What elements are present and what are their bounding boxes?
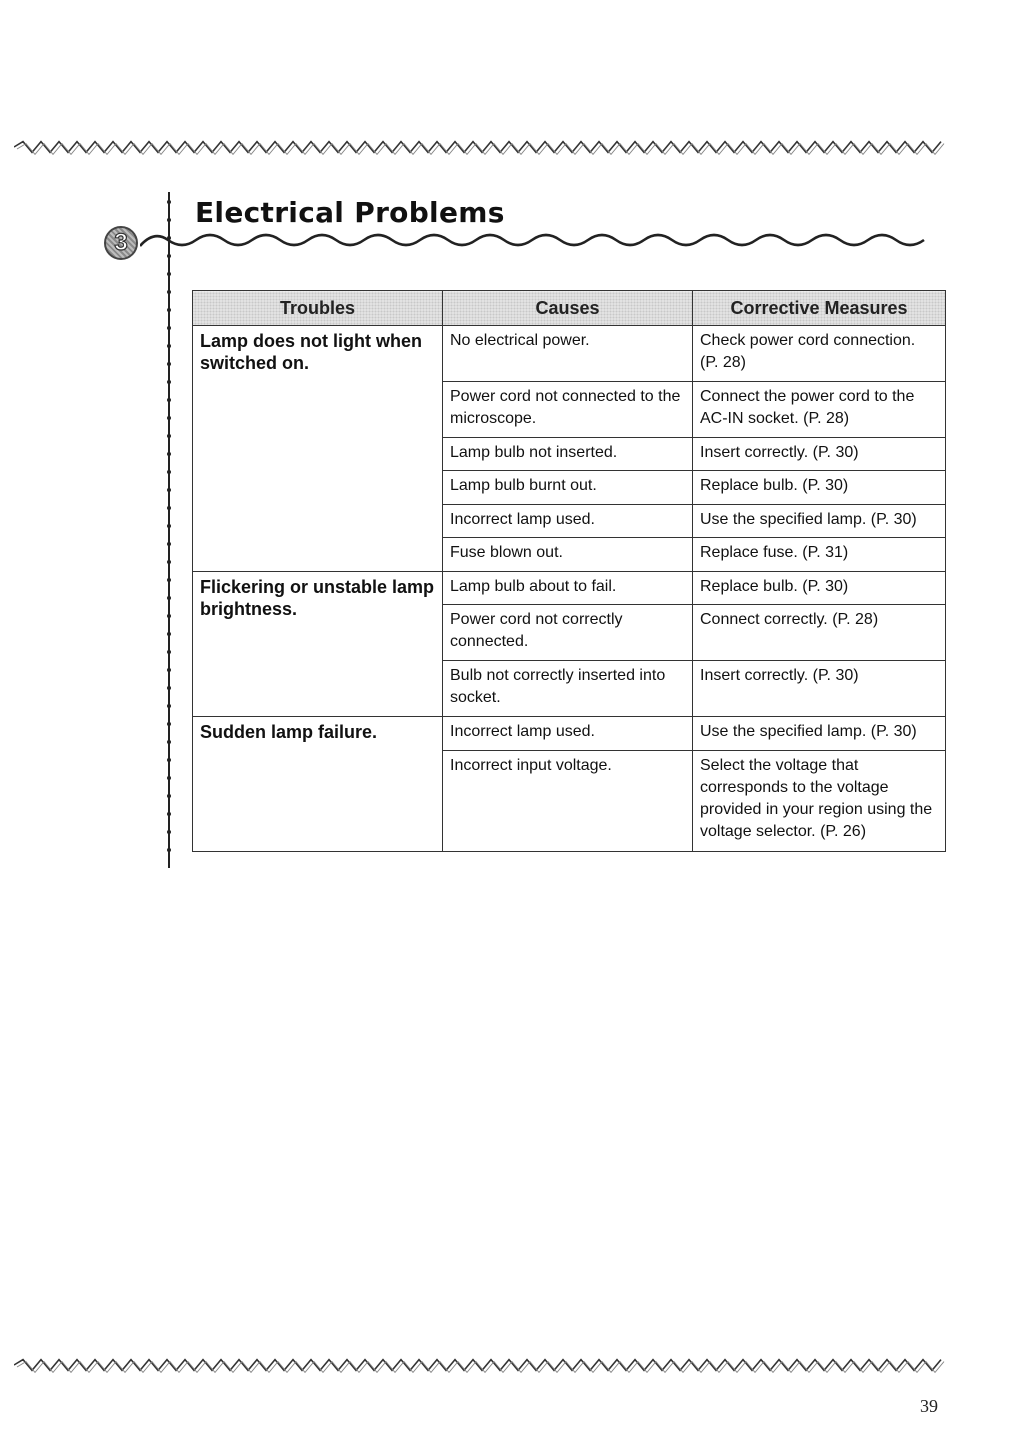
section-rule-dots [165, 192, 173, 868]
measure-cell: Connect the power cord to the AC-IN socket. (P. 28) [693, 382, 946, 438]
measure-cell: Check power cord connection. (P. 28) [693, 326, 946, 382]
measure-cell: Connect correctly. (P. 28) [693, 605, 946, 661]
cause-cell: Lamp bulb not inserted. [443, 438, 693, 471]
bottom-wave-border [14, 1356, 946, 1374]
trouble-cell: Sudden lamp failure. [193, 717, 443, 852]
section-number-badge [104, 226, 138, 260]
troubleshooting-table [192, 290, 946, 852]
cause-cell: No electrical power. [443, 326, 693, 382]
top-wave-border [14, 138, 946, 156]
measure-cell: Insert correctly. (P. 30) [693, 438, 946, 471]
table-row [193, 326, 946, 382]
table-row [193, 572, 946, 605]
table-header-row [193, 291, 946, 326]
measure-cell: Use the specified lamp. (P. 30) [693, 717, 946, 751]
page-title: Electrical Problems [195, 196, 505, 229]
cause-cell: Lamp bulb burnt out. [443, 471, 693, 505]
title-wave-underline [140, 226, 940, 254]
cause-cell: Lamp bulb about to fail. [443, 572, 693, 605]
measure-cell: Use the specified lamp. (P. 30) [693, 505, 946, 538]
cause-cell: Bulb not correctly inserted into socket. [443, 661, 693, 717]
header-causes: Causes [443, 291, 693, 326]
header-troubles: Troubles [193, 291, 443, 326]
cause-cell: Incorrect lamp used. [443, 717, 693, 751]
page-number: 39 [920, 1396, 938, 1416]
cause-cell: Fuse blown out. [443, 538, 693, 572]
cause-cell: Incorrect input voltage. [443, 751, 693, 852]
measure-cell: Insert correctly. (P. 30) [693, 661, 946, 717]
cause-cell: Power cord not correctly connected. [443, 605, 693, 661]
measure-cell: Replace bulb. (P. 30) [693, 572, 946, 605]
measure-cell: Replace fuse. (P. 31) [693, 538, 946, 572]
measure-cell: Replace bulb. (P. 30) [693, 471, 946, 505]
measure-cell: Select the voltage that corresponds to the voltage provided in your region using the voltage selector. (P. 26) [693, 751, 946, 852]
header-corrective-measures: Corrective Measures [693, 291, 946, 326]
section-number: 3 [114, 229, 128, 256]
table-row [193, 717, 946, 751]
trouble-cell: Lamp does not light when switched on. [193, 326, 443, 572]
cause-cell: Incorrect lamp used. [443, 505, 693, 538]
cause-cell: Power cord not connected to the microscope. [443, 382, 693, 438]
trouble-cell: Flickering or unstable lamp brightness. [193, 572, 443, 717]
